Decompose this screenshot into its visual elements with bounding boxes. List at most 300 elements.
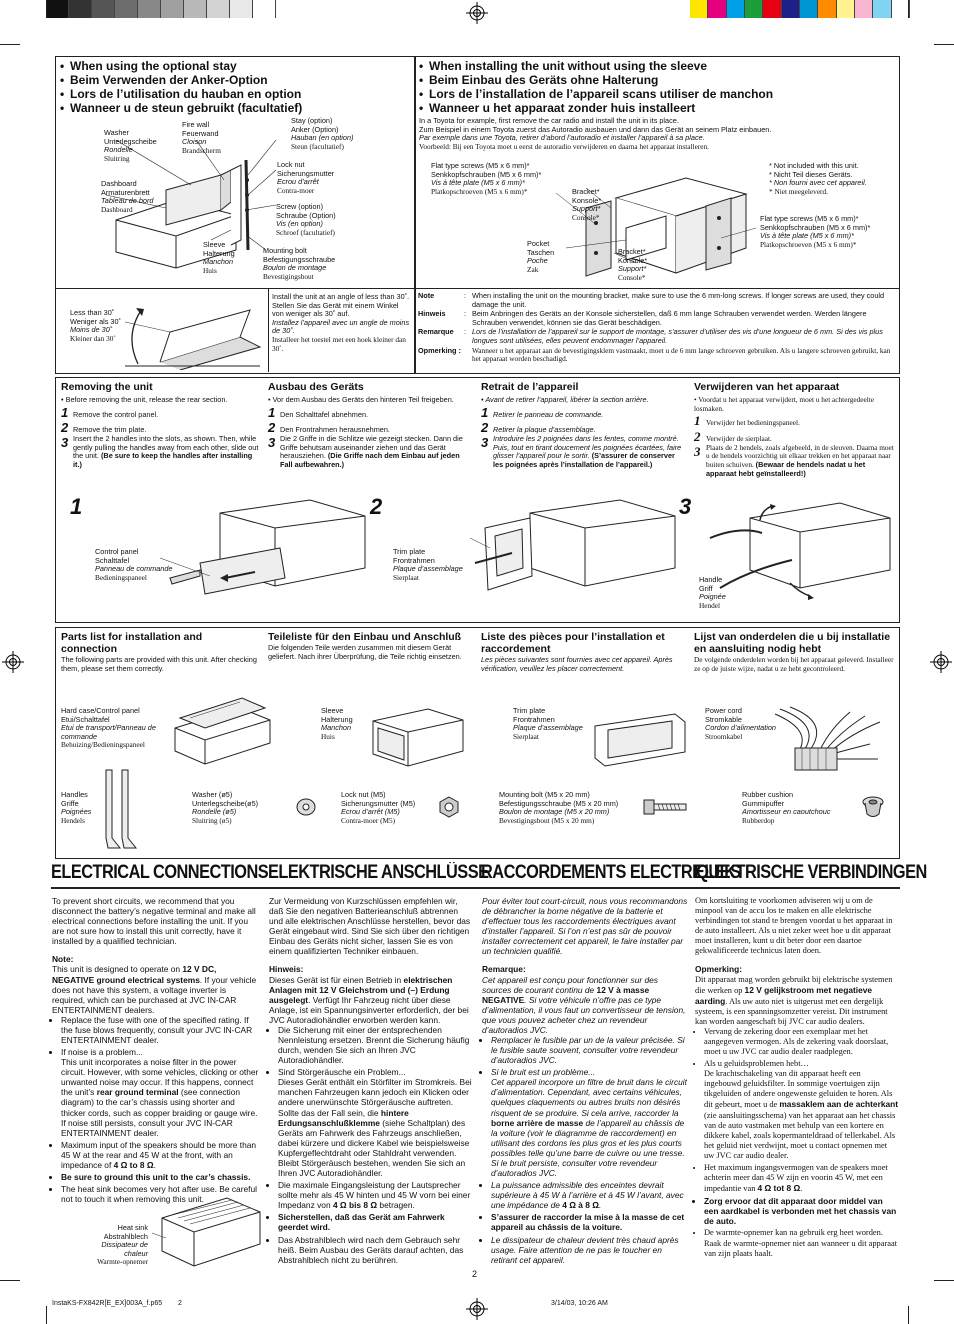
bullet-fuse-nl: • Vervang de zekering door een exemplaar met het aangegeven vermogen. Als de zekering vaak doorslaat, moet u uw JVC car audio dealer raadplegen. [704, 1027, 899, 1057]
removing-step3-note-fr: (S’assurer de conserver les poignées après l’installation de l’appareil.) [493, 451, 675, 470]
less-than-nl: Kleiner dan 30˚ [70, 333, 116, 343]
angle-text-fr: Installez l’appareil avec un angle de moins de 30˚. [272, 317, 410, 336]
noise-rest-nl: (zie aansluitingsschema) van het apparaat aan het chassis van de auto vastmaken met behulp van een kortere en dikkere kabel, zoals kopermanteldraad of tellerkabel. Als het geluid niet verdwijnt, moet u contact opnemen met uw JVC car audio dealer. [704, 1110, 896, 1160]
removing-title-de: Ausbau des Geräts [268, 381, 364, 393]
sleeveless-title-fr: Lors de l’installation de l’appareil scans utiliser de manchon [429, 87, 774, 101]
figure-number-1: 1 [70, 494, 83, 519]
label-locknut-part [341, 791, 415, 825]
color-swatch [855, 0, 873, 18]
rubber-en: Rubber cushion [742, 790, 794, 799]
color-swatch [818, 0, 836, 18]
note-a-nl: Dit apparaat mag worden gebruikt bij elektrische systemen die werken op [695, 974, 893, 995]
bracket-nl: Console* [572, 212, 600, 222]
removing-step3-nl: Plaats de 2 hendels, zoals afgebeeld, in de sleuven. Daarna moet u de hendels voorzichtig uit elkaar trekken en het apparaat naar buiten schuiven. [706, 442, 894, 470]
step-number: 3 [694, 443, 701, 459]
label-washer-part [192, 791, 258, 825]
label-handle [699, 576, 726, 610]
dashboard-nl: Dashboard [101, 204, 133, 214]
pocket-en: Pocket [527, 239, 550, 248]
bullet-ground-en: • Be sure to ground this unit to the car’s chassis. [61, 1172, 260, 1182]
bolt-en: Mounting bolt [263, 246, 307, 255]
color-calibration-bar-right [690, 0, 910, 18]
washer-fr: Rondelle [104, 145, 133, 155]
label-flat-screws-left [431, 162, 541, 196]
flat-screws-en: Flat type screws (M5 x 6 mm)* [760, 214, 859, 223]
not-included-nl: * Niet meegeleverd. [769, 186, 828, 196]
firewall-en: Fire wall [182, 120, 210, 129]
removing-step2-fr: Retirer la plaque d’assemblage. [493, 424, 596, 434]
noise-bold-nl: massaklem aan de achterkant [779, 1099, 899, 1110]
bullet-heatsink-en: • The heat sink becomes very hot after use. Be careful not to touch it when removing this unit. [61, 1184, 260, 1204]
electrical-title-en: ELECTRICAL CONNECTIONS [51, 862, 269, 883]
color-swatch [115, 0, 138, 18]
less-than-en: Less than 30˚ [70, 308, 115, 317]
sleeve-nl: Huis [203, 265, 217, 275]
noise-text-nl: De krachtschakeling van dit apparaat heeft een ingebouwd geluidsfilter. In sommige voertuigen zijn tikgeluiden of andere ongewenste geluiden te horen. Als dit gebeurt, moet u de [704, 1069, 893, 1110]
rubber-cushion-icon [860, 794, 886, 820]
label-power-cord [705, 707, 776, 741]
heat-sink-nl: Warmte-opnemer [97, 1257, 148, 1267]
flat-screws-fr: Vis à tête plate (M5 x 6 mm)* [760, 231, 854, 241]
heat-sink-en: Heat sink [117, 1223, 148, 1232]
electrical-fr [482, 896, 688, 1267]
angle-text-en: Install the unit at an angle of less than 30˚. [272, 292, 410, 301]
trim-plate-part-de: Frontrahmen [513, 714, 555, 724]
bullet-speaker-nl [704, 1163, 899, 1194]
intro-de: Zum Beispiel in einem Toyota zuerst das Autoradio ausbauen und dann das Gerät an seinem Platz einbauen. [419, 124, 772, 134]
not-included-fr: * Non fourni avec cet appareil. [769, 178, 867, 188]
parts-title-nl: Lijst van onderdelen die u bij installatie en aansluiting nodig hebt [694, 631, 891, 655]
figure-number-3: 3 [679, 494, 692, 519]
label-handles [61, 791, 91, 825]
locknut-de: Sicherungsmutter [277, 168, 335, 178]
less-than-de: Weniger als 30˚ [70, 316, 121, 326]
hard-case-de: Etui/Schalttafel [61, 714, 110, 724]
locknut-fr: Ecrou d’arrêt [277, 177, 319, 187]
parts-title-en: Parts list for installation and connection [61, 631, 203, 655]
heat-sink-illustration [152, 1188, 264, 1273]
not-included-de: * Nicht Teil dieses Geräts. [769, 169, 853, 179]
firewall-fr: Cloison [182, 137, 207, 147]
note-b-fr: 12 V à masse NEGATIVE [482, 984, 650, 1005]
step-number: 3 [481, 435, 489, 451]
power-cord-fr: Cordon d’alimentation [705, 723, 776, 733]
color-swatch [207, 0, 230, 18]
power-cord-illustration [770, 704, 885, 776]
less-than-fr: Moins de 30˚ [70, 325, 113, 335]
locknut-part-icon [438, 796, 460, 818]
firewall-de: Feuerwand [182, 128, 219, 138]
flat-screws-de: Senkkopfschrauben (M5 x 6 mm)* [760, 222, 871, 232]
note-label-nl: Opmerking: [695, 964, 742, 975]
speaker-end-fr: . [598, 1200, 602, 1211]
speaker-text-de: Die maximale Eingangsleistung der Lautsprecher sollte mehr als 45 W hinten und 45 W vorn bei einer Impedanz von [278, 1180, 471, 1211]
divider [414, 288, 899, 289]
label-control-panel [95, 548, 172, 582]
angle-instruction [272, 293, 410, 353]
electrical-en [52, 896, 260, 1206]
intro-en: In a Toyota for example, first remove the car radio and install the unit in its place. [419, 116, 679, 125]
noise-heading-fr: Si le bruit est un problème... [491, 1067, 596, 1078]
crop-mark [46, 1306, 47, 1324]
note-c-en: . If your vehicle does not have this system, a voltage inverter is required, which can be purchased at JVC IN-CAR ENTERTAINMENT dealers. [52, 974, 257, 1015]
trim-plate-part-fr: Plaque d’assemblage [513, 723, 583, 733]
bracket-en: Bracket* [618, 247, 646, 256]
remarque-label: Remarque [418, 327, 454, 337]
locknut-part-fr: Ecrou d’arrêt (M5) [341, 807, 400, 817]
registration-mark-left [2, 651, 24, 673]
color-swatch [138, 0, 161, 18]
locknut-part-en: Lock nut (M5) [341, 790, 386, 799]
electrical-intro-de: Zur Vermeidung von Kurzschlüssen empfehlen wir, daß Sie den negativen Batterieanschluß abtrennen und alle elektrischen Anschlüsse herstellen, bevor das Gerät eingebaut wird. Sind Sie sich über den richtigen Einbau des Geräts nicht sicher, lassen Sie es von einem qualifizierten Techniker einbauen. [269, 896, 471, 957]
label-firewall [182, 121, 221, 155]
stay-title-de: Beim Verwenden der Anker-Option [70, 73, 268, 87]
color-swatch [690, 0, 708, 18]
note-c-nl: . Als uw auto niet is uitgerust met een dergelijk systeem, is een spanningsomzetter vereist. Dit instrument kan worden aangeschaft bij JVC car audio dealers. [695, 996, 888, 1026]
label-trim-plate [393, 548, 463, 582]
dashboard-fr: Tableau de bord [101, 196, 154, 206]
locknut-part-de: Sicherungsmutter (M5) [341, 798, 416, 808]
footer-file-name: InstaKS-FX842R[E_EX]003A_f.p65 [52, 1300, 163, 1307]
remove-control-panel-illustration [160, 498, 370, 606]
sleeveless-intro [419, 117, 894, 151]
parts-title-fr: Liste des pièces pour l’installation et raccordement [481, 631, 665, 655]
noise-bold-de: hintere Erdungsanschlußklemme [278, 1107, 409, 1128]
registration-mark-top [466, 2, 488, 24]
parts-text-nl: De volgende onderdelen worden bij het apparaat geleverd. Installeer ze op de juiste wijze, nadat u ze hebt gecontroleerd. [694, 655, 894, 673]
colon: : [464, 309, 467, 319]
stay-title-nl: Wanneer u de steun gebruikt (facultatief) [70, 101, 303, 115]
heat-sink-de: Abstrahlblech [103, 1231, 148, 1241]
bolt-part-nl: Bevestigingsbout (M5 x 20 mm) [499, 815, 595, 825]
bullet-noise-fr [491, 1067, 688, 1178]
bullet-fuse-en: • Replace the fuse with one of the specified rating. If the fuse blows frequently, consult your JVC IN-CAR ENTERTAINMENT dealer. [61, 1015, 260, 1045]
sleeveless-title-nl: Wanneer u het apparaat zonder huis installeert [429, 101, 696, 115]
note-b-en: 12 V DC, NEGATIVE ground electrical systems [52, 964, 217, 985]
stay-title-list: • When using the optional stay • Beim Verwenden der Anker-Option • Lors de l’utilisation du hauban en option • Wanneer u de steun gebruikt (facultatief) [60, 59, 303, 115]
label-sleeve-part [321, 707, 353, 741]
opmerking-label: Opmerking : [418, 345, 461, 355]
bullet-ground-de: • Sicherstellen, daß das Gerät am Fahrwerk geerdet wird. [278, 1212, 474, 1232]
bolt-de: Befestigungsschraube [263, 254, 336, 264]
divider [51, 887, 900, 889]
noise-heading-de: Sind Störgeräusche ein Problem... [278, 1067, 406, 1078]
bullet-fuse-de: • Die Sicherung mit einer der entsprechenden Nennleistung ersetzen. Brennt die Sicherung häufig durch, wenden Sie sich an Ihren JVC Autoradiohändler. [278, 1025, 474, 1065]
electrical-title-fr: RACCORDEMENTS ELECTRIQUES [481, 862, 741, 883]
screw-fr: Vis (en option) [276, 219, 323, 229]
handle-nl: Hendel [699, 600, 721, 610]
angle-text-de: Stellen Sie das Gerät mit einem Winkel von weniger als 30˚ auf. [272, 300, 399, 319]
flat-screws-fr: Vis à tête plate (M5 x 6 mm)* [431, 178, 525, 188]
color-swatch [230, 0, 253, 18]
note-label-en: Note: [52, 954, 74, 965]
noise-heading-en: If noise is a problem... [61, 1047, 143, 1058]
label-flat-screws-right [760, 215, 870, 249]
sleeveless-title-en: When installing the unit without using the sleeve [429, 59, 708, 73]
noise-rest-fr: de l’appareil au châssis de la voiture (voir le diagramme de raccordement) en utilisant des cordons les plus gros et les plus courts possibles telle qu’une barre de cuivre ou une tresse. Si le bruit persiste, consulter votre revendeur d’autoradios JVC. [491, 1117, 685, 1179]
removing-de: Ausbau des Geräts • Vor dem Ausbau des Geräts den hinteren Teil freigeben. 1 Den Schalttafel abnehmen. 2 Den Frontrahmen herausnehmen. 3 Die 2 Griffe in die Schlitze wie gezeigt stecken. Dann die Griffe behutsam auseinander ziehen und das Gerät herausziehen. (Die Griffe nach dem Einbau auf jeden Fall aufbewahren.) [268, 381, 468, 470]
parts-nl [694, 631, 894, 673]
electrical-nl [695, 896, 899, 1261]
power-cord-de: Stromkable [705, 714, 742, 724]
sleeve-fr: Manchon [203, 257, 234, 267]
bracket-fr: Support* [618, 264, 647, 274]
step-number: 3 [268, 435, 276, 451]
color-swatch [184, 0, 207, 18]
step-number: 1 [268, 404, 276, 420]
bracket-illustration [556, 168, 756, 286]
dashboard-en: Dashboard [101, 179, 137, 188]
hinweis-label: Hinweis [418, 309, 446, 319]
note-label: Note [418, 291, 435, 300]
step-number: 2 [61, 419, 69, 435]
color-swatch [800, 0, 818, 18]
divider [268, 288, 269, 372]
bullet-ground-nl: • Zorg ervoor dat dit apparaat door middel van een aardkabel is verbonden met het chassis van de auto. [704, 1196, 899, 1226]
stay-nl: Steun (facultatief) [291, 141, 344, 151]
label-mounting-bolt [263, 247, 335, 281]
label-rubber-cushion [742, 791, 830, 825]
stay-title-fr: Lors de l’utilisation du hauban en option [70, 87, 302, 101]
label-dashboard [101, 180, 153, 214]
handle-en: Handle [699, 575, 723, 584]
control-panel-nl: Bedieningspaneel [95, 572, 147, 582]
removing-step2-de: Den Frontrahmen herausnehmen. [280, 424, 390, 434]
stay-de: Anker (Option) [291, 124, 339, 134]
power-cord-nl: Stroomkabel [705, 731, 743, 741]
step-number: 1 [694, 413, 701, 429]
speaker-end-de: betragen. [377, 1200, 415, 1211]
bullet-heatsink-de: • Das Abstrahlblech wird nach dem Gebrauch sehr heiß. Beim Ausbau des Geräts darauf achten, das Abstrahlblech nicht zu berühren. [278, 1235, 474, 1265]
note-fr: Lors de l’installation de l’appareil sur le support de montage, s’assurer d’utiliser des vis d’une longueur de 6 mm. Si des vis plus longues sont utilisées, elles peuvent endommager l’appareil. [472, 327, 883, 346]
note-label-fr: Remarque: [482, 964, 526, 975]
label-sleeve [203, 241, 235, 275]
washer-nl: Sluitring [104, 153, 130, 163]
color-swatch [92, 0, 115, 18]
stay-title-en: When using the optional stay [70, 59, 237, 73]
trim-plate-part-en: Trim plate [513, 706, 546, 715]
page-number: 2 [472, 1269, 478, 1279]
hard-case-fr: Etui de transport/Panneau de commande [61, 723, 156, 741]
locknut-part-nl: Contra-moer (M5) [341, 815, 396, 825]
crop-mark [0, 44, 20, 45]
label-screw [276, 203, 336, 237]
removing-step1-fr: Retirer le panneau de commande. [493, 409, 604, 419]
screw-en: Screw (option) [276, 202, 324, 211]
sleeve-part-nl: Huis [321, 731, 335, 741]
registration-mark-bottom [466, 1298, 488, 1320]
noise-text-en: This unit incorporates a noise filter in the power circuit. However, with some vehicles, clicking or other unwanted noise may occur. If this happens, connect the unit’s [61, 1057, 259, 1098]
parts-de [268, 631, 468, 661]
speaker-text-nl: Het maximum ingangsvermogen van de speakers moet achterin meer dan 45 W zijn en voorin 45 W, met een impedantie van [704, 1162, 888, 1194]
removing-step1-de: Den Schalttafel abnehmen. [280, 409, 369, 419]
note-c-de: . Verfügt Ihr Fahrzeug nicht über diese Anlage, ist ein Spannungsinverter erforderlich, der bei JVC Autoradiohändler erworben werden kann. [269, 994, 469, 1025]
hard-case-illustration [170, 688, 275, 768]
noise-rest-en: (see connection diagram) to the car’s chassis using shorter and thicker cords, such as copper braiding or gauge wire. If noise still persists, consult your JVC IN-CAR ENTERTAINMENT dealer. [61, 1087, 258, 1138]
electrical-title-de: ELEKTRISCHE ANSCHLÜSSE [268, 862, 489, 883]
noise-bold-en: rear ground terminal [96, 1087, 179, 1098]
label-bracket-top [572, 188, 601, 222]
crop-mark [934, 1280, 954, 1281]
bullet-noise-de [278, 1067, 474, 1178]
bullet-noise-nl [704, 1059, 899, 1161]
bolt-part-fr: Boulon de montage (M5 x 20 mm) [499, 807, 610, 817]
trim-plate-en: Trim plate [393, 547, 426, 556]
sleeveless-title-list: • When installing the unit without using the sleeve • Beim Einbau des Geräts ohne Halterung • Lors de l’installation de l’appareil scans utiliser de manchon • Wanneer u het apparaat zonder huis installeert [419, 59, 774, 115]
impedance-fr: 4 Ω à 8 Ω [562, 1200, 599, 1211]
control-panel-en: Control panel [95, 547, 139, 556]
handle-fr: Poignée [699, 592, 726, 602]
trim-plate-de: Frontrahmen [393, 555, 435, 565]
speaker-end-nl: . [800, 1184, 803, 1194]
note-de: Beim Anbringen des Geräts an der Konsole sicherstellen, daß 6 mm lange Schrauben verwendet werden. Werden längere Schrauben verwendet, können sie das Gerät beschädigen. [472, 309, 867, 327]
removing-step3-note-nl: (Bewaar de hendels nadat u het apparaat hebt geïnstalleerd!) [706, 460, 866, 478]
washer-en: Washer [104, 128, 129, 137]
label-trim-plate-part [513, 707, 583, 741]
screw-nl: Schroef (facultatief) [276, 227, 335, 237]
bullet-noise-en [61, 1047, 260, 1138]
intro-fr: Par exemple dans une Toyota, retirer d’abord l’autoradio et installer l’appareil à sa place. [419, 133, 705, 143]
note-en: When installing the unit on the mounting bracket, make sure to use the 6 mm-long screws. If longer screws are used, they could damage the unit. [472, 291, 885, 309]
bullet-speaker-de [278, 1180, 474, 1210]
sleeve-part-fr: Manchon [321, 723, 352, 733]
dashboard-de: Armaturenbrett [101, 187, 150, 197]
removing-step3-fr: Introduire les 2 poignées dans les fentes, comme montré. Puis, tout en tirant doucement les poignées écartées, faire glisser l’appareil pour le sortir. [493, 434, 682, 461]
bullet-heatsink-fr: • Le dissipateur de chaleur devient très chaud après usage. Faire attention de ne pas le toucher en retirant cet appareil. [491, 1235, 688, 1265]
label-stay [291, 117, 353, 151]
parts-title-de: Teileliste für den Einbau und Anschluß [268, 631, 462, 643]
trim-plate-part-nl: Sierplaat [513, 731, 539, 741]
removing-step3-de: Die 2 Griffe in die Schlitze wie gezeigt stecken. Dann die Griffe behutsam auseinander ziehen und das Gerät herausziehen. [280, 434, 463, 461]
power-cord-en: Power cord [705, 706, 742, 715]
bullet-ground-fr: • S’assurer de raccorder la mise à la masse de cet appareil au châssis de la voiture. [491, 1212, 688, 1232]
speaker-text-en: Maximum input of the speakers should be more than 45 W at the rear and 45 W at the front, with an impedance of [61, 1139, 257, 1170]
electrical-intro-en: To prevent short circuits, we recommend that you disconnect the battery’s negative terminal and make all electrical connections before installing the unit. If you are not sure how to install this unit correctly, have it installed by a qualified technician. [52, 896, 256, 947]
washer-de: Unterlegscheibe [104, 136, 157, 146]
flat-screws-de: Senkkopfschrauben (M5 x 6 mm)* [431, 169, 542, 179]
handles-part-illustration [100, 768, 140, 852]
bullet-speaker-fr [491, 1180, 688, 1210]
label-bracket-bottom [618, 248, 647, 282]
removing-title-en: Removing the unit [61, 381, 153, 393]
speaker-text-fr: La puissance admissible des enceintes devrait supérieure à 45 W à l’arrière et à 45 W l’avant, avec une impédance de [491, 1180, 684, 1211]
angle-text-nl: Installeer het toestel met een hoek kleiner dan 30˚. [272, 335, 406, 353]
color-swatch [727, 0, 745, 18]
bracket-fr: Support* [572, 204, 601, 214]
step-number: 2 [481, 419, 489, 435]
flat-screws-en: Flat type screws (M5 x 6 mm)* [431, 161, 530, 170]
removing-bullet-en: Before removing the unit, release the rear section. [65, 395, 228, 404]
label-heat-sink [90, 1224, 148, 1267]
note-b-de: elektrischen Anlagen mit 12 V Gleichstrom und (–) Erdung ausgelegt [269, 974, 453, 1005]
control-panel-fr: Panneau de commande [95, 564, 173, 574]
heat-sink-fr: Dissipateur de chaleur [101, 1240, 148, 1258]
intro-nl: Voorbeeld: Bij een Toyota moet u eerst de autoradio verwijderen en daarna het apparaat installeren. [419, 141, 709, 151]
electrical-intro-nl: Om kortsluiting te voorkomen adviseren wij u om de minpool van de accu los te maken en alle elektrische verbindingen tot stand te brengen voordat u het apparaat in de auto installeert. Als u niet zeker weet hoe u dit apparaat moet installeren, kunt u dit beter door een daartoe gekwalificeerde technicus laten doen. [695, 896, 893, 956]
stay-fr: Hauban (en option) [291, 133, 354, 143]
flat-screws-nl: Platkopschroeven (M5 x 6 mm)* [760, 239, 857, 249]
trim-plate-fr: Plaque d’assemblage [393, 564, 463, 574]
pocket-de: Taschen [527, 247, 555, 257]
color-swatch [69, 0, 92, 18]
crop-mark [46, 0, 47, 18]
footer-date: 3/14/03, 10:26 AM [551, 1300, 608, 1307]
removing-step1-nl: Verwijder het bedieningspaneel. [706, 418, 800, 428]
crop-mark [908, 0, 909, 18]
angle-illustration [120, 292, 265, 370]
trim-plate-part-illustration [590, 712, 690, 768]
electrical-de [269, 896, 474, 1267]
noise-bold-fr: borne arrière de masse [491, 1117, 584, 1128]
bolt-nl: Bevestigingsbout [263, 271, 314, 281]
hard-case-nl: Behuizing/Bedieningspaneel [61, 740, 145, 750]
rubber-nl: Rubberdop [742, 815, 775, 825]
crop-mark [0, 1280, 20, 1281]
sleeve-part-de: Halterung [321, 714, 353, 724]
sleeveless-title-de: Beim Einbau des Geräts ohne Halterung [429, 73, 659, 87]
removing-nl: Verwijderen van het apparaat • Voordat u het apparaat verwijdert, moet u het achtergedeelte losmaken. 1 Verwijder het bedieningspaneel. 2 Verwijder de sierplaat. 3 Plaats de 2 hendels, zoals afgebeeld, in de sleuven. Daarna moet u de hendels voorzichtig uit elkaar trekken en het apparaat naar buiten schuiven. (Bewaar de hendels nadat u het apparaat hebt geïnstalleerd!) [694, 381, 894, 478]
sleeve-part-illustration [368, 706, 468, 772]
parts-text-de: Die folgenden Teile werden zusammen mit diesem Gerät geliefert. Nach ihrer Überprüfung, die Teile richtig einsetzen. [268, 643, 462, 661]
removing-step2-nl: Verwijder de sierplaat. [706, 433, 772, 443]
divider [55, 288, 416, 289]
handles-de: Griffe [61, 798, 79, 808]
not-included-en: * Not included with this unit. [769, 161, 859, 170]
handles-fr: Poignées [61, 807, 92, 817]
color-swatch [873, 0, 891, 18]
noise-heading-nl: Als u geluidsproblemen hebt… [704, 1059, 809, 1069]
sleeve-en: Sleeve [203, 240, 226, 249]
registration-mark-right [930, 651, 952, 673]
color-swatch [253, 0, 276, 18]
label-pocket [527, 240, 554, 274]
color-swatch [763, 0, 781, 18]
removing-title-fr: Retrait de l’appareil [481, 381, 579, 393]
not-included-note [769, 162, 867, 196]
parts-fr [481, 631, 686, 673]
step-number: 2 [268, 419, 276, 435]
removing-bullet-fr: Avant de retirer l’appareil, libérer la section arrière. [485, 395, 649, 404]
parts-en [61, 631, 261, 673]
removing-step3-note-en: (Be sure to keep the handles after installing it.) [73, 451, 253, 470]
noise-text-fr: Cet appareil incorpore un filtre de bruit dans le circuit d’alimentation. Cependant, avec certains véhicules, quelques claquements ou autres bruits non désirés risquent de se produire. Si cela arrive, raccorder la [491, 1077, 687, 1118]
note-a-en: This unit is designed to operate on [52, 964, 183, 975]
bracket-de: Konsole* [572, 195, 602, 205]
removing-title-nl: Verwijderen van het apparaat [694, 381, 840, 393]
colon: : [464, 327, 467, 337]
parts-text-fr: Les pièces suivantes sont fournies avec cet appareil. Après vérification, veuillez les placer correctement. [481, 655, 673, 673]
washer-part-de: Unterlegscheibe(ø5) [192, 798, 259, 808]
step-number: 1 [61, 404, 69, 420]
washer-part-icon [295, 796, 317, 818]
note-a-de: Dieses Gerät ist für einen Betrieb in [269, 974, 404, 985]
step-number: 2 [694, 428, 701, 444]
color-calibration-bar-left [46, 0, 276, 18]
colon: : [464, 291, 467, 300]
removing-step3-note-de: (Die Griffe nach dem Einbau auf jeden Fall aufbewahren.) [280, 451, 460, 470]
parts-text-en: The following parts are provided with this unit. After checking them, please set them correctly. [61, 655, 257, 673]
bolt-part-en: Mounting bolt (M5 x 20 mm) [499, 790, 590, 799]
bolt-fr: Boulon de montage [263, 263, 327, 273]
noise-text-de: Dieses Gerät enthält ein Störfilter im Stromkreis. Bei manchen Fahrzeugen kann jedoch ein Klicken oder andere unerwünschte Störgeräusche auftreten. Sollte das der Fall sein, die [278, 1077, 472, 1118]
color-swatch [745, 0, 763, 18]
rubber-de: Gummipuffer [742, 798, 785, 808]
pocket-nl: Zak [527, 264, 539, 274]
locknut-nl: Contra-moer [277, 185, 315, 195]
removing-fr: Retrait de l’appareil • Avant de retirer l’appareil, libérer la section arrière. 1 Retirer le panneau de commande. 2 Retirer la plaque d’assemblage. 3 Introduire les 2 poignées dans les fentes, comme montré. Puis, tout en tirant doucement les poignées écartées, faire glisser l’appareil pour le sortir. (S’assurer de conserver les poignées après l’installation de l’appareil.) [481, 381, 686, 470]
trim-plate-nl: Sierplaat [393, 572, 419, 582]
bullet-speaker-en [61, 1140, 260, 1170]
